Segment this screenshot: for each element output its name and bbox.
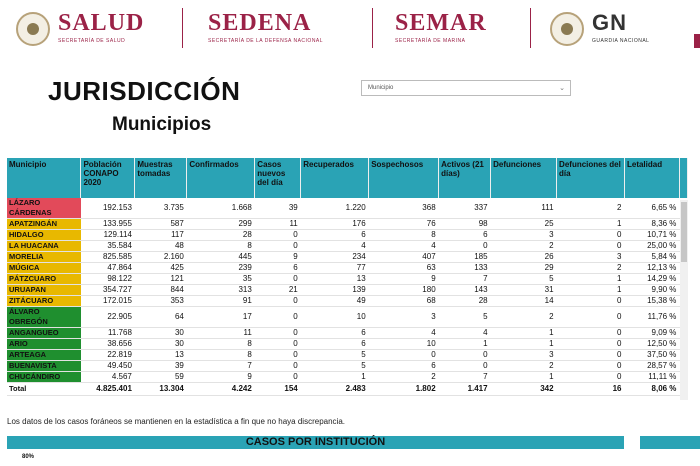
value-cell: 91 [187,296,255,307]
value-cell: 0 [557,230,625,241]
value-cell: 368 [369,198,439,219]
section-bar [640,436,700,449]
dropdown-label: Municipio [368,85,394,91]
value-cell: 21 [255,285,301,296]
value-cell: 129.114 [81,230,135,241]
value-cell: 5 [491,274,557,285]
divider [372,8,373,48]
value-cell: 38.656 [81,339,135,350]
value-cell: 10 [369,339,439,350]
value-cell: 49 [301,296,369,307]
total-value: 4.825.401 [81,383,135,396]
value-cell: 11 [187,328,255,339]
value-cell: 313 [187,285,255,296]
municipio-cell: URUAPAN [7,285,81,296]
value-cell: 5 [439,307,491,328]
value-cell: 587 [135,219,187,230]
value-cell: 8,36 % [624,219,679,230]
municipio-cell: ÁLVARO OBREGÓN [7,307,81,328]
value-cell: 1 [491,339,557,350]
value-cell: 2 [491,307,557,328]
value-cell: 14 [491,296,557,307]
guardia-nacional-seal-icon [550,12,584,46]
total-label: Total [7,383,81,396]
value-cell: 139 [301,285,369,296]
column-header[interactable]: Defunciones [491,158,557,198]
value-cell: 7 [187,361,255,372]
value-cell: 26 [491,252,557,263]
column-header[interactable]: Población CONAPO 2020 [81,158,135,198]
value-cell: 22.905 [81,307,135,328]
column-header[interactable]: Confirmados [187,158,255,198]
municipio-cell: LÁZARO CÁRDENAS [7,198,81,219]
value-cell: 47.864 [81,263,135,274]
value-cell: 425 [135,263,187,274]
value-cell: 8 [187,350,255,361]
value-cell: 825.585 [81,252,135,263]
table-row[interactable] [7,307,688,328]
footnote: Los datos de los casos foráneos se mantienen en la estadística a fin que no haya discrepancia. [7,417,345,426]
value-cell: 28,57 % [624,361,679,372]
municipio-dropdown[interactable] [361,80,571,96]
sedena-logo: SEDENA SECRETARÍA DE LA DEFENSA NACIONAL [208,10,324,44]
value-cell: 1 [439,339,491,350]
total-value: 342 [491,383,557,396]
value-cell: 22.819 [81,350,135,361]
table-scrollbar[interactable] [680,200,688,400]
municipio-cell: APATZINGÁN [7,219,81,230]
value-cell: 185 [439,252,491,263]
value-cell: 1 [557,219,625,230]
value-cell: 3 [557,252,625,263]
value-cell: 0 [557,241,625,252]
value-cell: 49.450 [81,361,135,372]
value-cell: 6,65 % [624,198,679,219]
value-cell: 2.160 [135,252,187,263]
value-cell: 6 [255,263,301,274]
value-cell: 30 [135,339,187,350]
semar-logo: SEMAR SECRETARÍA DE MARINA [395,10,487,44]
value-cell: 4 [439,328,491,339]
value-cell: 3 [491,350,557,361]
municipio-cell: CHUCÁNDIRO [7,372,81,383]
value-cell: 10,71 % [624,230,679,241]
value-cell: 1 [557,274,625,285]
value-cell: 9 [187,372,255,383]
value-cell: 143 [439,285,491,296]
value-cell: 25,00 % [624,241,679,252]
total-value: 13.304 [135,383,187,396]
value-cell: 31 [491,285,557,296]
logos-header [0,0,700,62]
salud-logo: SALUD SECRETARÍA DE SALUD [58,10,145,44]
table-row[interactable] [7,339,688,350]
scroll-up-icon[interactable] [679,158,687,198]
value-cell: 180 [369,285,439,296]
value-cell: 5 [301,361,369,372]
table-row[interactable] [7,328,688,339]
municipio-cell: MORELIA [7,252,81,263]
value-cell: 0 [255,328,301,339]
municipio-cell: PÁTZCUARO [7,274,81,285]
value-cell: 6 [301,230,369,241]
value-cell: 3.735 [135,198,187,219]
value-cell: 30 [135,328,187,339]
value-cell: 0 [557,296,625,307]
value-cell: 0 [255,296,301,307]
value-cell: 407 [369,252,439,263]
table-row[interactable] [7,350,688,361]
table-row[interactable] [7,219,688,230]
column-header[interactable]: Activos (21 días) [439,158,491,198]
value-cell: 98 [439,219,491,230]
gn-logo: GN GUARDIA NACIONAL [592,10,650,44]
value-cell: 176 [301,219,369,230]
column-header[interactable]: Casos nuevos del día [255,158,301,198]
value-cell: 6 [439,230,491,241]
column-header[interactable]: Sospechosos [369,158,439,198]
total-value: 8,06 % [624,383,679,396]
value-cell: 354.727 [81,285,135,296]
value-cell: 0 [255,372,301,383]
value-cell: 35 [187,274,255,285]
value-cell: 1 [491,372,557,383]
value-cell: 28 [439,296,491,307]
value-cell: 133.955 [81,219,135,230]
value-cell: 7 [439,372,491,383]
table-row[interactable] [7,263,688,274]
column-header[interactable]: Municipio [7,158,81,198]
total-value: 4.242 [187,383,255,396]
value-cell: 0 [255,241,301,252]
page-subtitle: Municipios [112,114,212,135]
value-cell: 4 [369,328,439,339]
total-value: 2.483 [301,383,369,396]
value-cell: 6 [301,339,369,350]
value-cell: 25 [491,219,557,230]
value-cell: 1 [301,372,369,383]
value-cell: 172.015 [81,296,135,307]
value-cell: 11,11 % [624,372,679,383]
value-cell: 77 [301,263,369,274]
value-cell: 9 [255,252,301,263]
value-cell: 12,50 % [624,339,679,350]
total-value: 154 [255,383,301,396]
value-cell: 0 [557,350,625,361]
municipio-cell: HIDALGO [7,230,81,241]
divider [182,8,183,48]
value-cell: 11,76 % [624,307,679,328]
value-cell: 0 [439,350,491,361]
municipio-cell: BUENAVISTA [7,361,81,372]
value-cell: 0 [369,350,439,361]
column-header[interactable]: Muestras tomadas [135,158,187,198]
value-cell: 9,09 % [624,328,679,339]
value-cell: 4 [301,241,369,252]
chart-axis-label: 80% [22,454,35,460]
value-cell: 0 [557,372,625,383]
section-title: CASOS POR INSTITUCIÓN [7,436,624,449]
value-cell: 299 [187,219,255,230]
value-cell: 48 [135,241,187,252]
column-header[interactable]: Defunciones del día [557,158,625,198]
table-row[interactable] [7,372,688,383]
value-cell: 3 [369,307,439,328]
value-cell: 9,90 % [624,285,679,296]
table-row[interactable] [7,241,688,252]
value-cell: 5,84 % [624,252,679,263]
value-cell: 29 [491,263,557,274]
value-cell: 14,29 % [624,274,679,285]
value-cell: 13 [135,350,187,361]
value-cell: 2 [369,372,439,383]
value-cell: 8 [187,241,255,252]
column-header[interactable]: Recuperados [301,158,369,198]
value-cell: 10 [301,307,369,328]
value-cell: 68 [369,296,439,307]
value-cell: 0 [439,241,491,252]
value-cell: 35.584 [81,241,135,252]
total-row [7,383,688,396]
value-cell: 37,50 % [624,350,679,361]
chevron-down-icon: ⌄ [559,85,565,92]
value-cell: 11.768 [81,328,135,339]
edge-mark [694,34,700,48]
value-cell: 63 [369,263,439,274]
value-cell: 121 [135,274,187,285]
value-cell: 1.668 [187,198,255,219]
value-cell: 239 [187,263,255,274]
value-cell: 11 [255,219,301,230]
municipio-cell: ANGANGUEO [7,328,81,339]
value-cell: 0 [557,339,625,350]
value-cell: 111 [491,198,557,219]
value-cell: 9 [369,274,439,285]
table-row[interactable] [7,198,688,219]
value-cell: 0 [557,361,625,372]
value-cell: 3 [491,230,557,241]
value-cell: 17 [187,307,255,328]
value-cell: 117 [135,230,187,241]
value-cell: 0 [255,230,301,241]
municipio-cell: LA HUACANA [7,241,81,252]
value-cell: 15,38 % [624,296,679,307]
value-cell: 6 [369,361,439,372]
value-cell: 8 [369,230,439,241]
value-cell: 12,13 % [624,263,679,274]
value-cell: 234 [301,252,369,263]
value-cell: 0 [255,307,301,328]
value-cell: 1.220 [301,198,369,219]
value-cell: 39 [135,361,187,372]
value-cell: 844 [135,285,187,296]
table-row[interactable] [7,252,688,263]
total-value: 1.802 [369,383,439,396]
table-row[interactable] [7,296,688,307]
value-cell: 5 [301,350,369,361]
table-row[interactable] [7,274,688,285]
value-cell: 64 [135,307,187,328]
table-header-row [7,158,688,198]
value-cell: 39 [255,198,301,219]
table-row[interactable] [7,361,688,372]
municipio-cell: ARIO [7,339,81,350]
value-cell: 2 [491,241,557,252]
total-value: 16 [557,383,625,396]
municipios-table [7,158,688,396]
value-cell: 4.567 [81,372,135,383]
value-cell: 192.153 [81,198,135,219]
value-cell: 0 [255,350,301,361]
value-cell: 0 [439,361,491,372]
value-cell: 76 [369,219,439,230]
value-cell: 0 [255,274,301,285]
value-cell: 7 [439,274,491,285]
table-row[interactable] [7,230,688,241]
value-cell: 2 [557,263,625,274]
value-cell: 0 [557,307,625,328]
municipio-cell: ZITÁCUARO [7,296,81,307]
value-cell: 8 [187,339,255,350]
value-cell: 28 [187,230,255,241]
value-cell: 59 [135,372,187,383]
value-cell: 6 [301,328,369,339]
value-cell: 1 [557,285,625,296]
column-header[interactable]: Letalidad [624,158,679,198]
value-cell: 0 [255,361,301,372]
value-cell: 133 [439,263,491,274]
municipio-cell: MÚGICA [7,263,81,274]
value-cell: 98.122 [81,274,135,285]
table-row[interactable] [7,285,688,296]
value-cell: 353 [135,296,187,307]
value-cell: 337 [439,198,491,219]
value-cell: 0 [255,339,301,350]
total-value: 1.417 [439,383,491,396]
value-cell: 1 [491,328,557,339]
page-title: JURISDICCIÓN [48,76,241,106]
value-cell: 4 [369,241,439,252]
value-cell: 13 [301,274,369,285]
scrollbar-thumb[interactable] [681,202,687,262]
value-cell: 2 [557,198,625,219]
divider [530,8,531,48]
value-cell: 445 [187,252,255,263]
municipio-cell: ARTEAGA [7,350,81,361]
value-cell: 2 [491,361,557,372]
value-cell: 0 [557,328,625,339]
mexico-seal-icon [16,12,50,46]
